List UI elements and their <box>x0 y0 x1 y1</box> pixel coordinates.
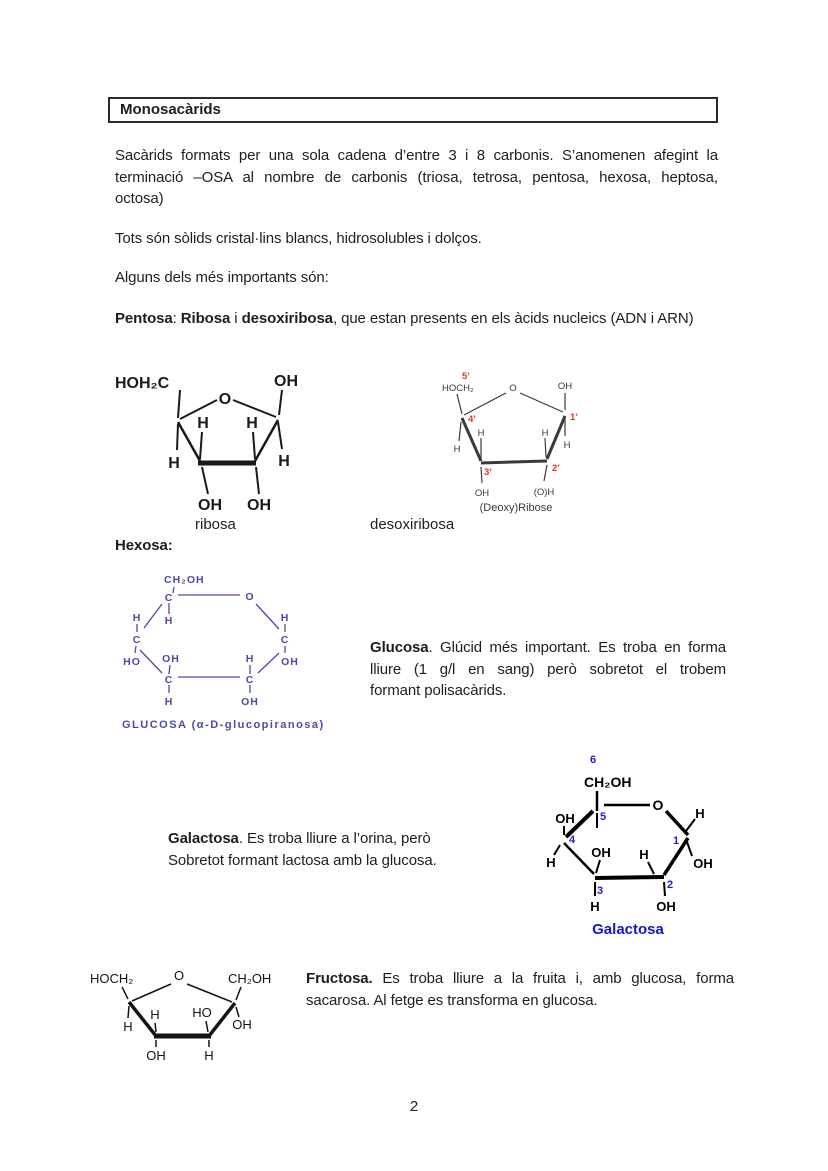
glucose-c-left-label: C <box>132 634 142 646</box>
deoxyribose-image-caption: (Deoxy)Ribose <box>479 502 553 514</box>
galactose-h-left-label: H <box>546 855 556 870</box>
deoxyribose-o-h-bottom-label: (O)H <box>533 487 555 498</box>
galactose-c3-number: 3 <box>597 885 604 897</box>
glucosa-term: Glucosa <box>370 639 429 656</box>
ribose-oh-bottom-left-label: OH <box>198 497 222 514</box>
fructosa-line2: sacarosa. Al fetge es transforma en glucosa. <box>306 991 598 1009</box>
intro-line: terminació –OSA al nombre de carbonis (triosa, tetrosa, pentosa, hexosa, heptosa, <box>115 168 718 186</box>
glucosa-paragraph <box>370 637 726 702</box>
fructose-oh-bottom-label: OH <box>146 1048 166 1063</box>
galactose-oh-bottom-label: OH <box>656 899 676 914</box>
desoxiribosa-term: desoxiribosa <box>241 310 333 327</box>
glucose-diagram-caption: GLUCOSA (α-D-glucopiranosa) <box>122 719 325 731</box>
fructosa-term: Fructosa. <box>306 970 373 987</box>
galactose-c1-number: 1 <box>673 835 680 847</box>
galactose-c4-number: 4 <box>569 834 576 846</box>
glucose-h-inner-right-label: H <box>245 653 255 665</box>
deoxyribose-c5-number: 5’ <box>462 371 470 382</box>
ribose-caption: ribosa <box>195 516 236 533</box>
ribose-h-inner-right-label: H <box>246 415 258 432</box>
glucose-oh-inner-label: OH <box>162 653 180 665</box>
glucose-oh-bottom-right-label: OH <box>241 696 259 708</box>
galactose-h-inner-label: H <box>639 847 649 862</box>
ribose-h-left-label: H <box>168 455 180 472</box>
ribose-oh-bottom-right-label: OH <box>247 497 271 514</box>
galactose-h-bottom-label: H <box>590 899 600 914</box>
galactose-c6-number: 6 <box>590 754 597 766</box>
pentosa-sep: : <box>172 310 181 327</box>
hexosa-heading: Hexosa: <box>115 537 173 554</box>
galactose-oh-inner-label: OH <box>591 845 611 860</box>
pentosa-sep2: i <box>230 310 242 327</box>
glucose-structure-diagram <box>112 566 332 741</box>
deoxyribose-h-right-label: H <box>563 440 571 451</box>
galactose-ch2oh-label: CH₂OH <box>584 774 632 790</box>
glucose-h-bottom-left-label: H <box>164 696 174 708</box>
galactosa-line2: Sobretot formant lactosa amb la glucosa. <box>168 851 437 869</box>
deoxyribose-ring-oxygen-label: O <box>509 383 517 394</box>
ribose-h-right-label: H <box>278 453 290 470</box>
ribose-oh-top-label: OH <box>274 373 298 390</box>
galactosa-term: Galactosa <box>168 830 239 847</box>
deoxyribose-h-left-label: H <box>453 444 461 455</box>
galactose-h-topright-label: H <box>695 806 705 821</box>
deoxyribose-oh-top-label: OH <box>557 381 573 392</box>
deoxyribose-caption: desoxiribosa <box>370 516 455 533</box>
intro-line: octosa) <box>115 190 164 207</box>
ribose-ring-oxygen-label: O <box>218 391 232 408</box>
fructosa-paragraph <box>306 968 734 1011</box>
glucosa-line3: formant polisacàrids. <box>370 682 507 699</box>
fructose-structure-diagram <box>85 953 295 1083</box>
deoxyribose-c1-number: 1’ <box>570 412 578 423</box>
pentosa-rest: , que estan presents en els àcids nucleics (ADN i ARN) <box>332 310 694 327</box>
deoxyribose-oh-bottom-label: OH <box>474 488 490 499</box>
fructose-ch2oh-label: CH₂OH <box>228 971 272 986</box>
deoxyribose-c4-number: 4’ <box>468 414 476 425</box>
glucose-h-left-label: H <box>132 612 142 624</box>
glucose-c-right-label: C <box>280 634 290 646</box>
deoxyribose-hoch2-label: HOCH₂ <box>442 383 474 394</box>
glucose-h-right-label: H <box>280 612 290 624</box>
galactosa-paragraph <box>168 828 528 871</box>
glucose-c-bottom-left-label: C <box>164 674 174 686</box>
page-number: 2 <box>409 1098 419 1115</box>
fructose-h-bottom-label: H <box>204 1048 214 1063</box>
galactose-oh-left-label: OH <box>555 811 575 826</box>
section-title-box <box>108 97 718 123</box>
glucosa-line2: lliure (1 g/l en sang) però sobretot el trobem <box>370 660 726 678</box>
galactose-caption: Galactosa <box>592 921 664 938</box>
important-intro-paragraph: Alguns dels més importants són: <box>115 269 329 286</box>
galactosa-line1: . Es troba lliure a l’orina, però <box>238 830 431 847</box>
galactose-oh-right-label: OH <box>693 856 713 871</box>
ribose-h-inner-left-label: H <box>197 415 209 432</box>
galactose-c5-number: 5 <box>600 811 607 823</box>
glucose-h-top-inner-label: H <box>164 615 174 627</box>
pentosa-term: Pentosa <box>115 310 173 327</box>
glucose-oh-right-label: OH <box>281 656 299 668</box>
ribose-hoh2c-label: HOH₂C <box>115 375 170 392</box>
glucose-ch2oh-label: CH₂OH <box>164 574 205 586</box>
pentosa-paragraph <box>115 308 775 330</box>
galactose-structure-diagram <box>540 745 745 945</box>
glucose-c1-label: C <box>164 592 174 604</box>
glucose-ring-oxygen-label: O <box>245 591 255 603</box>
galactose-c2-number: 2 <box>667 879 674 891</box>
deoxyribose-h-inner-right-label: H <box>541 428 549 439</box>
fructose-oh-right-label: OH <box>232 1017 252 1032</box>
intro-paragraph <box>115 145 718 210</box>
fructose-hoch2-label: HOCH₂ <box>90 971 134 986</box>
fructose-h-inner-label: H <box>150 1007 160 1022</box>
section-title: Monosacàrids <box>120 101 221 118</box>
deoxyribose-c2-number: 2’ <box>552 463 560 474</box>
fructose-h-left-label: H <box>123 1019 133 1034</box>
fructosa-line1: Es troba lliure a la fruita i, amb glucosa, forma <box>372 970 734 987</box>
deoxyribose-structure-diagram <box>436 364 631 514</box>
ribosa-term: Ribosa <box>180 310 231 327</box>
fructose-ring-oxygen-label: O <box>173 968 185 983</box>
deoxyribose-h-inner-left-label: H <box>477 428 485 439</box>
galactose-ring-oxygen-label: O <box>652 797 664 813</box>
fructose-ho-inner-label: HO <box>192 1005 212 1020</box>
properties-paragraph: Tots són sòlids cristal·lins blancs, hidrosolubles i dolços. <box>115 230 482 247</box>
ribose-structure-diagram <box>110 358 310 516</box>
glucose-c-bottom-right-label: C <box>245 674 255 686</box>
deoxyribose-c3-number: 3’ <box>484 467 492 478</box>
intro-line: Sacàrids formats per una sola cadena d’entre 3 i 8 carbonis. S’anomenen afegint la <box>115 147 718 164</box>
glucose-ho-left-label: HO <box>123 656 141 668</box>
glucosa-line1: . Glúcid més important. Es troba en forma <box>428 639 726 656</box>
